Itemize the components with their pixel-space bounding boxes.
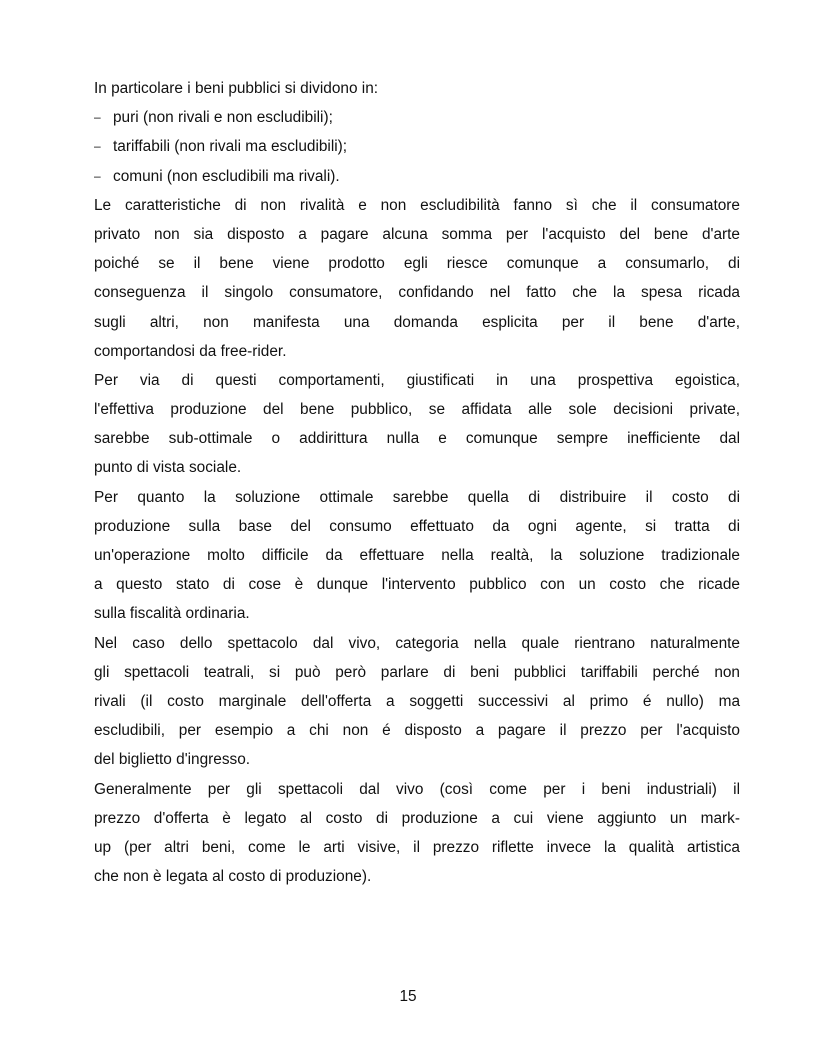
list-item-tariffabili [94,132,740,161]
text-line: Le caratteristiche di non rivalità e non escludibilità fanno sì che il consumatore [94,196,740,214]
text-line: rivali (il costo marginale dell'offerta a soggetti successivi al primo é nullo) ma [94,692,740,710]
page-number: 15 [399,988,417,1005]
text-line: poiché se il bene viene prodotto egli riesce comunque a consumarlo, di [94,255,740,273]
text-line: privato non sia disposto a pagare alcuna somma per l'acquisto del bene d'arte [94,225,740,243]
text-line: gli spettacoli teatrali, si può però parlare di beni pubblici tariffabili perché non [94,663,740,681]
intro-line: In particolare i beni pubblici si dividono in: [94,80,379,97]
text-line: che non è legata al costo di produzione). [94,868,372,886]
text-line: prezzo d'offerta è legato al costo di produzione a cui viene aggiunto un mark- [94,809,740,827]
list-dash: – [94,139,101,154]
text-line: Per quanto la soluzione ottimale sarebbe quella di distribuire il costo di [94,488,740,506]
list-item-text: puri (non rivali e non escludibili); [113,109,333,127]
text-line: up (per altri beni, come le arti visive, il prezzo riflette invece la qualità artistica [94,838,740,856]
text-line: escludibili, per esempio a chi non é disposto a pagare il prezzo per l'acquisto [94,722,740,740]
text-line: sarebbe sub-ottimale o addirittura nulla e comunque sempre inefficiente dal [94,430,740,448]
text-line: conseguenza il singolo consumatore, confidando nel fatto che la spesa ricada [94,284,740,302]
text-line: Nel caso dello spettacolo dal vivo, categoria nella quale rientrano naturalmente [94,634,740,652]
text-line: produzione sulla base del consumo effettuato da ogni agente, si tratta di [94,517,740,535]
text-line: l'effettiva produzione del bene pubblico, se affidata alle sole decisioni private, [94,401,740,419]
list-dash: – [94,110,101,125]
text-line: comportandosi da free-rider. [94,342,287,360]
text-line: del biglietto d'ingresso. [94,751,251,769]
text-line: a questo stato di cose è dunque l'intervento pubblico con un costo che ricade [94,576,740,594]
text-line: Per via di questi comportamenti, giustificati in una prospettiva egoistica, [94,371,740,389]
text-line: punto di vista sociale. [94,459,242,477]
list-item-text: tariffabili (non rivali ma escludibili); [113,138,348,156]
page-body [94,74,740,891]
list-dash: – [94,168,101,183]
text-line: un'operazione molto difficile da effettuare nella realtà, la soluzione tradizionale [94,547,740,564]
list-item-text: comuni (non escludibili ma rivali). [113,167,340,185]
text-line: sugli altri, non manifesta una domanda esplicita per il bene d'arte, [94,313,740,331]
list-item-puri [94,103,740,132]
text-line: Generalmente per gli spettacoli dal vivo (così come per i beni industriali) il [94,780,740,798]
text-line: sulla fiscalità ordinaria. [94,605,250,623]
list-item-comuni [94,162,740,191]
